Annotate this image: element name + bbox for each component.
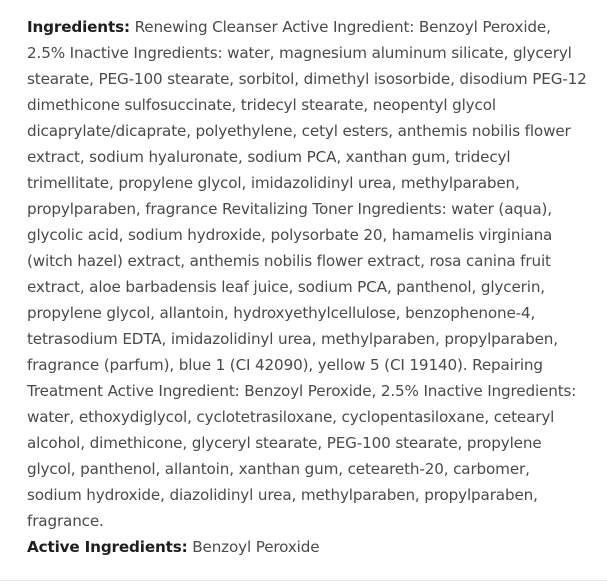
ingredients-label: Ingredients: — [27, 18, 130, 36]
section-divider — [0, 580, 607, 581]
ingredients-section — [27, 14, 589, 560]
ingredients-paragraph — [27, 14, 589, 534]
active-ingredients-paragraph — [27, 534, 589, 560]
ingredients-text: Renewing Cleanser Active Ingredient: Benzoyl Peroxide, 2.5% Inactive Ingredients: water, magnesium aluminum silicate, glyceryl stearate, PEG-100 stearate, sorbitol, dimethyl isosorbide, disodium PEG-12 dimethicone sulfosuccinate, tridecyl stearate, neopentyl glycol dicaprylate/dicaprate, polyethylene, cetyl esters, anthemis nobilis flower extract, sodium hyaluronate, sodium PCA, xanthan gum, tridecyl trimellitate, propylene glycol, imidazolidinyl urea, methylparaben, propylparaben, fragrance Revitalizing Toner Ingredients: water (aqua), glycolic acid, sodium hydroxide, polysorbate 20, hamamelis virginiana (witch hazel) extract, anthemis nobilis flower extract, rosa canina fruit extract, aloe barbadensis leaf juice, sodium PCA, panthenol, glycerin, propylene glycol, allantoin, hydroxyethylcellulose, benzophenone-4, tetrasodium EDTA, imidazolidinyl urea, methylparaben, propylparaben, fragrance (parfum), blue 1 (CI 42090), yellow 5 (CI 19140). Repairing Treatment Active Ingredient: Benzoyl Peroxide, 2.5% Inactive Ingredients: water, ethoxydiglycol, cyclotetrasiloxane, cyclopentasiloxane, cetearyl alcohol, dimethicone, glyceryl stearate, PEG-100 stearate, propylene glycol, panthenol, allantoin, xanthan gum, ceteareth-20, carbomer, sodium hydroxide, diazolidinyl urea, methylparaben, propylparaben, fragrance. — [27, 18, 587, 530]
active-ingredients-text: Benzoyl Peroxide — [187, 538, 320, 556]
active-ingredients-label: Active Ingredients: — [27, 538, 188, 556]
